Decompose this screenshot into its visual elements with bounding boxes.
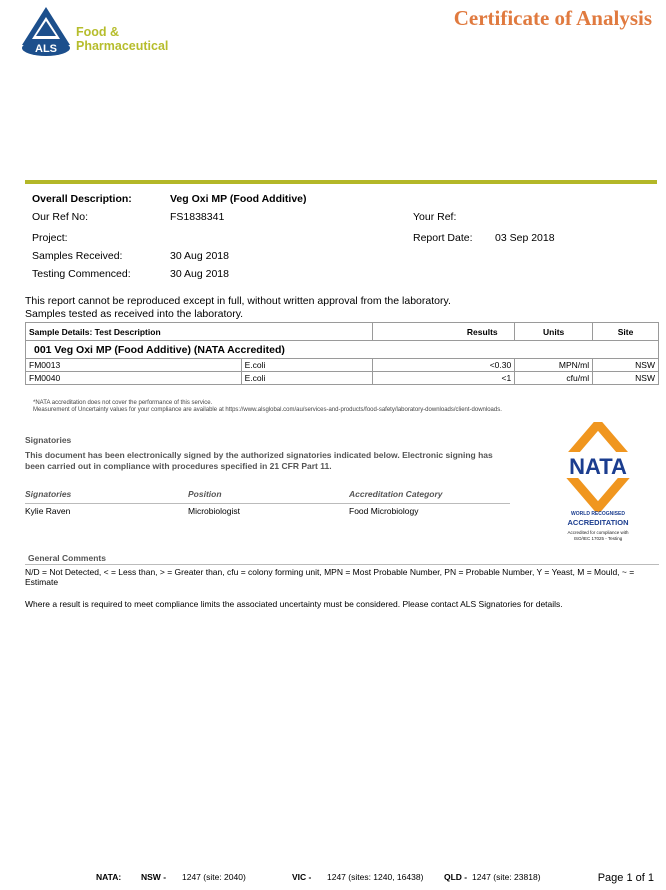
general-comments-divider: [25, 564, 659, 565]
samples-received-value: 30 Aug 2018: [170, 250, 229, 262]
signatory-category: Food Microbiology: [349, 506, 419, 516]
general-comments-heading: General Comments: [28, 553, 106, 563]
footer-nata-label: NATA:: [96, 872, 122, 882]
reproduction-note: This report cannot be reproduced except in full, without written approval from the laboratory.: [25, 295, 451, 307]
nata-diamond-icon: [558, 422, 638, 512]
test-unit: MPN/ml: [515, 359, 593, 372]
header-divider: [25, 180, 657, 184]
nata-line-2: ACCREDITATION: [567, 518, 629, 527]
signatory-position: Microbiologist: [188, 506, 240, 516]
test-name: E.coli: [241, 359, 373, 372]
your-ref-label: Your Ref:: [413, 211, 457, 223]
signatories-divider: [25, 503, 510, 504]
logo-letters: ALS: [35, 43, 57, 55]
nata-coverage-note: *NATA accreditation does not cover the performance of this service.: [33, 400, 213, 406]
testing-commenced-value: 30 Aug 2018: [170, 268, 229, 280]
document-title: Certificate of Analysis: [453, 6, 652, 30]
test-unit: cfu/ml: [515, 372, 593, 385]
table-row: [26, 359, 659, 372]
test-name: E.coli: [241, 372, 373, 385]
nata-wordmark: NATA: [569, 454, 627, 479]
header-units: Units: [515, 323, 593, 341]
test-result: <0.30: [373, 359, 515, 372]
project-label: Project:: [32, 232, 68, 244]
compliance-text: Where a result is required to meet compliance limits the associated uncertainty must be considered. Please contact ALS Signatories for details.: [25, 599, 563, 609]
nata-line-4: ISO/IEC 17025 - Testing: [573, 536, 623, 541]
col-signatories: Signatories: [25, 489, 72, 499]
footer-vic-label: VIC -: [292, 872, 312, 882]
footer-nsw-label: NSW -: [141, 872, 167, 882]
signatory-name: Kylie Raven: [25, 506, 71, 516]
page-number: Page 1 of 1: [597, 872, 654, 884]
nata-accreditation-logo: [558, 422, 638, 546]
col-accreditation-category: Accreditation Category: [349, 489, 443, 499]
abbreviations-text: N/D = Not Detected, < = Less than, > = Greater than, cfu = colony forming unit, MPN = Most Probable Number, PN = Probable Number, Y = Yeast, M = Mould, ~ = Estimate: [25, 567, 635, 587]
header-sample-details: Sample Details: Test Description: [26, 323, 373, 341]
our-ref-value: FS1838341: [170, 211, 225, 223]
report-date-label: Report Date:: [413, 232, 473, 244]
footer-vic-value: 1247 (sites: 1240, 16438): [327, 872, 424, 882]
sample-title-row: [26, 341, 659, 359]
test-site: NSW: [593, 359, 659, 372]
uncertainty-note: Measurement of Uncertainty values for your compliance are available at https://www.alsglobal.com/au/services-and-products/food-safety/laboratory-downloads/client-downloads.: [33, 407, 502, 413]
overall-description-value: Veg Oxi MP (Food Additive): [170, 193, 307, 205]
footer-qld-label: QLD -: [444, 872, 468, 882]
table-row: [26, 372, 659, 385]
header-results: Results: [373, 323, 515, 341]
nata-line-3: Accredited for compliance with: [567, 530, 629, 535]
testing-commenced-label: Testing Commenced:: [32, 268, 131, 280]
results-table: [25, 322, 659, 385]
signatories-heading: Signatories: [25, 435, 72, 445]
header-site: Site: [593, 323, 659, 341]
test-result: <1: [373, 372, 515, 385]
nata-line-1: WORLD RECOGNISED: [571, 511, 625, 517]
footer-nsw-value: 1247 (site: 2040): [182, 872, 246, 882]
samples-note: Samples tested as received into the laboratory.: [25, 308, 244, 320]
table-header-row: [26, 323, 659, 341]
test-code: FM0040: [26, 372, 242, 385]
samples-received-label: Samples Received:: [32, 250, 123, 262]
test-code: FM0013: [26, 359, 242, 372]
brand-line-2: Pharmaceutical: [76, 39, 169, 53]
sample-title: 001 Veg Oxi MP (Food Additive) (NATA Accredited): [26, 341, 659, 359]
brand-line-1: Food &: [76, 25, 120, 39]
signatories-text: This document has been electronically signed by the authorized signatories indicated below. Electronic signing has been carried out in compliance with procedures specified in 21 CFR Part 11.: [25, 450, 493, 471]
overall-description-label: Overall Description:: [32, 193, 132, 205]
report-date-value: 03 Sep 2018: [495, 232, 555, 244]
col-position: Position: [188, 489, 222, 499]
als-triangle-icon: [20, 5, 80, 57]
test-site: NSW: [593, 372, 659, 385]
footer-qld-value: 1247 (site: 23818): [472, 872, 541, 882]
our-ref-label: Our Ref No:: [32, 211, 89, 223]
